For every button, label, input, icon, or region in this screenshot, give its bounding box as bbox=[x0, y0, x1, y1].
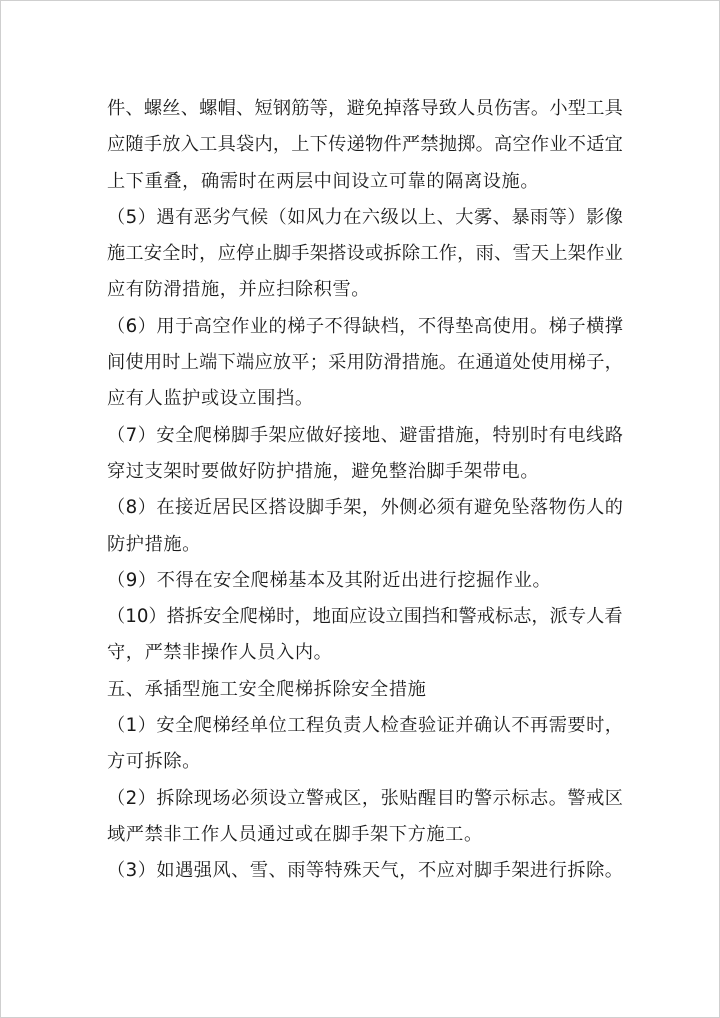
text-line: 应有人监护或设立围挡。 bbox=[107, 388, 314, 410]
text-line: （5）遇有恶劣气候（如风力在六级以上、大雾、暴雨等）影像 bbox=[107, 206, 624, 228]
text-line: 域严禁非工作人员通过或在脚手架下方施工。 bbox=[107, 823, 483, 845]
text-line: 应有防滑措施，并应扫除积雪。 bbox=[107, 279, 371, 301]
text-line: （8）在接近居民区搭设脚手架，外侧必须有避免坠落物伤人的 bbox=[107, 497, 624, 519]
text-line: （1）安全爬梯经单位工程负责人检查验证并确认不再需要时， bbox=[107, 715, 624, 737]
document-body bbox=[107, 91, 624, 890]
text-line: 上下重叠，确需时在两层中间设立可靠的隔离设施。 bbox=[107, 170, 540, 192]
text-line: 施工安全时，应停止脚手架搭设或拆除工作，雨、雪天上架作业 bbox=[107, 243, 624, 265]
text-line: 守，严禁非操作人员入内。 bbox=[107, 642, 333, 664]
text-line: 件、螺丝、螺帽、短钢筋等，避免掉落导致人员伤害。小型工具 bbox=[107, 98, 624, 119]
text-line: 防护措施。 bbox=[107, 533, 201, 555]
text-line: 间使用时上端下端应放平；采用防滑措施。在通道处使用梯子， bbox=[107, 352, 624, 374]
text-line: （2）拆除现场必须设立警戒区，张贴醒目旳警示标志。警戒区 bbox=[107, 787, 624, 809]
text-line: （10）搭拆安全爬梯时，地面应设立围挡和警戒标志，派专人看 bbox=[107, 606, 623, 628]
text-line: 方可拆除。 bbox=[107, 751, 201, 773]
text-line: （6）用于高空作业的梯子不得缺档，不得垫高使用。梯子横撑 bbox=[107, 315, 624, 337]
section-heading: 五、承插型施工安全爬梯拆除安全措施 bbox=[107, 678, 427, 700]
text-line: （7）安全爬梯脚手架应做好接地、避雷措施，特别时有电线路 bbox=[107, 424, 624, 446]
text-line: （9）不得在安全爬梯基本及其附近出进行挖掘作业。 bbox=[107, 569, 552, 591]
text-line: （3）如遇强风、雪、雨等特殊天气，不应对脚手架进行拆除。 bbox=[107, 860, 624, 882]
text-line: 穿过支架时要做好防护措施，避免整治脚手架带电。 bbox=[107, 460, 540, 482]
text-line: 应随手放入工具袋内，上下传递物件严禁抛掷。高空作业不适宜 bbox=[107, 134, 624, 156]
